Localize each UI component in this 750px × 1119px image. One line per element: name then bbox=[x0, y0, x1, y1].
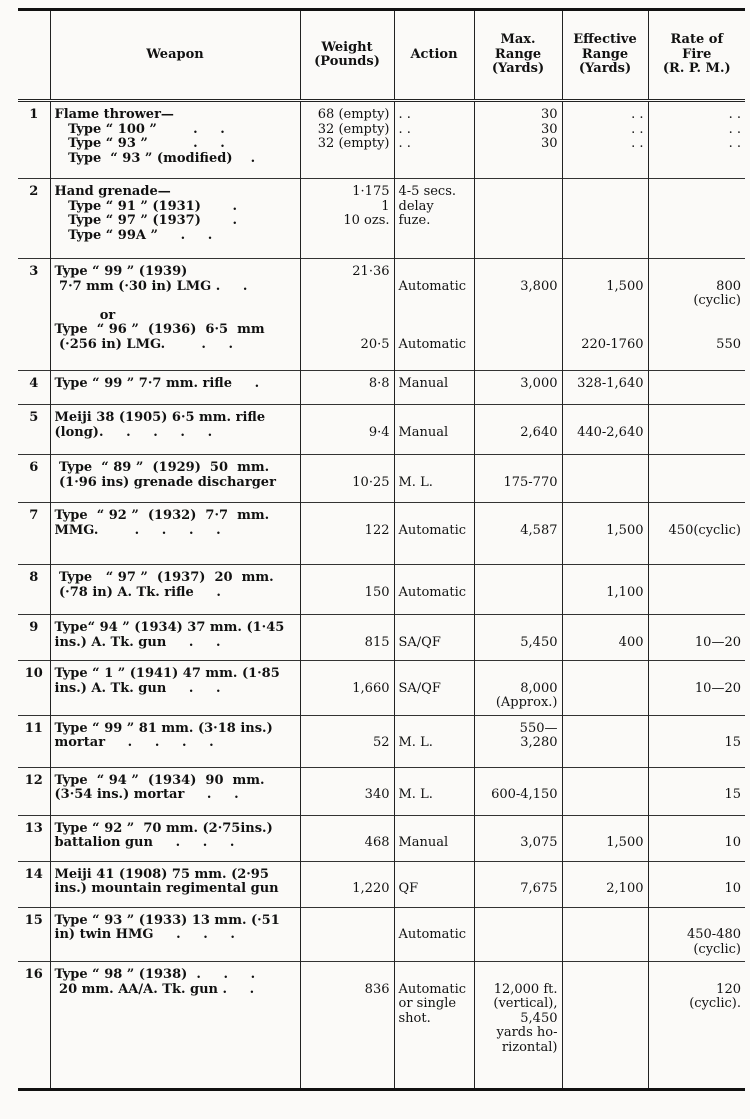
table-row bbox=[18, 615, 745, 661]
rate-of-fire-cell bbox=[648, 179, 745, 259]
max-range-cell: 30 30 30 bbox=[474, 101, 562, 179]
action-cell: M. L. bbox=[394, 767, 474, 815]
max-range-cell: 175-770 bbox=[474, 455, 562, 503]
effective-range-cell: 1,500 bbox=[562, 815, 648, 861]
row-number: 16 bbox=[24, 967, 43, 982]
weight-cell: 1,660 bbox=[300, 661, 394, 716]
row-number: 15 bbox=[24, 912, 43, 928]
table-row bbox=[18, 715, 745, 767]
effective-range-cell bbox=[562, 962, 648, 1090]
weapons-table bbox=[18, 8, 745, 1091]
effective-range-cell: 440-2,640 bbox=[562, 405, 648, 455]
rate-of-fire-cell: . . . . . . bbox=[648, 101, 745, 179]
header-max-range: Max. Range (Yards) bbox=[474, 10, 562, 101]
row-number: 3 bbox=[29, 264, 39, 279]
weight-cell: 1·175 1 10 ozs. bbox=[300, 179, 394, 259]
table-row bbox=[18, 503, 745, 565]
row-number: 6 bbox=[29, 460, 39, 475]
weight-cell: 8·8 bbox=[300, 371, 394, 405]
max-range-cell: 3,075 bbox=[474, 815, 562, 861]
table-row bbox=[18, 907, 745, 962]
effective-range-cell bbox=[562, 179, 648, 259]
weapon-cell: Meiji 38 (1905) 6·5 mm. rifle (long). . . . . bbox=[50, 405, 300, 455]
weapon-cell: Type “ 92 ” (1932) 7·7 mm. MMG. . . . . bbox=[50, 503, 300, 565]
effective-range-cell: 1,500 bbox=[562, 503, 648, 565]
row-number: 14 bbox=[24, 866, 43, 882]
row-number: 2 bbox=[29, 184, 39, 199]
rate-of-fire-cell: 15 bbox=[648, 767, 745, 815]
table-row bbox=[18, 767, 745, 815]
header-weight: Weight (Pounds) bbox=[300, 10, 394, 101]
header-number bbox=[18, 10, 50, 101]
table-row bbox=[18, 661, 745, 716]
header-rate-of-fire: Rate of Fire (R. P. M.) bbox=[648, 10, 745, 101]
weapon-cell: Meiji 41 (1908) 75 mm. (2·95 ins.) mountain regimental gun bbox=[50, 861, 300, 907]
effective-range-cell bbox=[562, 455, 648, 503]
action-cell: QF bbox=[394, 861, 474, 907]
header-effective-range: Effective Range (Yards) bbox=[562, 10, 648, 101]
weight-cell: 52 bbox=[300, 715, 394, 767]
table-row bbox=[18, 405, 745, 455]
action-cell: 4-5 secs. delay fuze. bbox=[394, 179, 474, 259]
max-range-cell: 4,587 bbox=[474, 503, 562, 565]
weight-cell: 340 bbox=[300, 767, 394, 815]
max-range-cell: 5,450 bbox=[474, 615, 562, 661]
effective-range-cell bbox=[562, 661, 648, 716]
row-number: 12 bbox=[24, 772, 43, 788]
table-row bbox=[18, 179, 745, 259]
table-row bbox=[18, 861, 745, 907]
action-cell: Manual bbox=[394, 815, 474, 861]
table-row bbox=[18, 455, 745, 503]
table-header bbox=[18, 10, 745, 101]
rate-of-fire-cell: 10—20 bbox=[648, 615, 745, 661]
row-number: 11 bbox=[24, 720, 43, 736]
max-range-cell: 2,640 bbox=[474, 405, 562, 455]
max-range-cell: 7,675 bbox=[474, 861, 562, 907]
weight-cell: 815 bbox=[300, 615, 394, 661]
weight-cell: 122 bbox=[300, 503, 394, 565]
table-row bbox=[18, 815, 745, 861]
rate-of-fire-cell: 10 bbox=[648, 861, 745, 907]
table-body bbox=[18, 101, 745, 1090]
table-row bbox=[18, 565, 745, 615]
max-range-cell: 3,800 bbox=[474, 259, 562, 371]
effective-range-cell: 1,500 220-1760 bbox=[562, 259, 648, 371]
weapon-cell: Type “ 98 ” (1938) . . . 20 mm. AA/A. Tk. gun . . bbox=[50, 962, 300, 1090]
row-number: 10 bbox=[24, 666, 43, 681]
table-row bbox=[18, 962, 745, 1090]
action-cell: Automatic bbox=[394, 907, 474, 962]
rate-of-fire-cell bbox=[648, 565, 745, 615]
effective-range-cell: 1,100 bbox=[562, 565, 648, 615]
rate-of-fire-cell: 450-480 (cyclic) bbox=[648, 907, 745, 962]
max-range-cell: 3,000 bbox=[474, 371, 562, 405]
table-row bbox=[18, 259, 745, 371]
weapon-cell: Type “ 99 ” (1939) 7·7 mm (·30 in) LMG . . or Type “ 96 ” (1936) 6·5 mm (·256 in) LMG. . . bbox=[50, 259, 300, 371]
weapon-cell: Hand grenade— Type “ 91 ” (1931) . Type “ 97 ” (1937) . Type “ 99A ” . . bbox=[50, 179, 300, 259]
weapon-cell: Type “ 1 ” (1941) 47 mm. (1·85 ins.) A. Tk. gun . . bbox=[50, 661, 300, 716]
max-range-cell: 550— 3,280 bbox=[474, 715, 562, 767]
rate-of-fire-cell: 120 (cyclic). bbox=[648, 962, 745, 1090]
weight-cell: 9·4 bbox=[300, 405, 394, 455]
weapon-cell: Type “ 99 ” 81 mm. (3·18 ins.) mortar . . . . bbox=[50, 715, 300, 767]
weapon-cell: Type “ 94 ” (1934) 90 mm. (3·54 ins.) mortar . . bbox=[50, 767, 300, 815]
action-cell: Manual bbox=[394, 371, 474, 405]
weight-cell: 468 bbox=[300, 815, 394, 861]
weapon-cell: Type “ 99 ” 7·7 mm. rifle . bbox=[50, 371, 300, 405]
weight-cell bbox=[300, 907, 394, 962]
action-cell: Automatic bbox=[394, 503, 474, 565]
rate-of-fire-cell: 450(cyclic) bbox=[648, 503, 745, 565]
weight-cell: 836 bbox=[300, 962, 394, 1090]
max-range-cell: 8,000 (Approx.) bbox=[474, 661, 562, 716]
max-range-cell bbox=[474, 565, 562, 615]
action-cell: Manual bbox=[394, 405, 474, 455]
action-cell: Automatic Automatic bbox=[394, 259, 474, 371]
action-cell: Automatic bbox=[394, 565, 474, 615]
max-range-cell: 600-4,150 bbox=[474, 767, 562, 815]
rate-of-fire-cell: 10 bbox=[648, 815, 745, 861]
max-range-cell bbox=[474, 907, 562, 962]
weapon-cell: Type “ 93 ” (1933) 13 mm. (·51 in) twin HMG . . . bbox=[50, 907, 300, 962]
weapon-cell: Type “ 97 ” (1937) 20 mm. (·78 in) A. Tk. rifle . bbox=[50, 565, 300, 615]
action-cell: M. L. bbox=[394, 715, 474, 767]
row-number: 4 bbox=[29, 376, 39, 391]
weight-cell: 68 (empty) 32 (empty) 32 (empty) bbox=[300, 101, 394, 179]
row-number: 13 bbox=[24, 820, 43, 836]
effective-range-cell bbox=[562, 767, 648, 815]
row-number: 8 bbox=[29, 570, 39, 585]
weapon-cell: Type “ 92 ” 70 mm. (2·75ins.) battalion gun . . . bbox=[50, 815, 300, 861]
row-number: 7 bbox=[29, 508, 39, 523]
action-cell: SA/QF bbox=[394, 615, 474, 661]
weapon-cell: Type “ 89 ” (1929) 50 mm. (1·96 ins) grenade discharger bbox=[50, 455, 300, 503]
row-number: 5 bbox=[29, 410, 39, 425]
weight-cell: 1,220 bbox=[300, 861, 394, 907]
rate-of-fire-cell bbox=[648, 405, 745, 455]
weight-cell: 150 bbox=[300, 565, 394, 615]
max-range-cell: 12,000 ft. (vertical), 5,450 yards ho- rizontal) bbox=[474, 962, 562, 1090]
effective-range-cell bbox=[562, 907, 648, 962]
max-range-cell bbox=[474, 179, 562, 259]
action-cell: M. L. bbox=[394, 455, 474, 503]
rate-of-fire-cell: 800 (cyclic) 550 bbox=[648, 259, 745, 371]
rate-of-fire-cell: 15 bbox=[648, 715, 745, 767]
rate-of-fire-cell: 10—20 bbox=[648, 661, 745, 716]
weight-cell: 10·25 bbox=[300, 455, 394, 503]
table-row bbox=[18, 371, 745, 405]
effective-range-cell: . . . . . . bbox=[562, 101, 648, 179]
row-number: 1 bbox=[29, 107, 39, 122]
rate-of-fire-cell bbox=[648, 371, 745, 405]
action-cell: SA/QF bbox=[394, 661, 474, 716]
weight-cell: 21·36 20·5 bbox=[300, 259, 394, 371]
effective-range-cell bbox=[562, 715, 648, 767]
action-cell: Automatic or single shot. bbox=[394, 962, 474, 1090]
action-cell: . . . . . . bbox=[394, 101, 474, 179]
weapon-cell: Flame thrower— Type “ 100 ” . . Type “ 93 ” . . Type “ 93 ” (modified) . bbox=[50, 101, 300, 179]
header-action: Action bbox=[394, 10, 474, 101]
weapon-cell: Type“ 94 ” (1934) 37 mm. (1·45 ins.) A. Tk. gun . . bbox=[50, 615, 300, 661]
row-number: 9 bbox=[29, 620, 39, 635]
effective-range-cell: 328-1,640 bbox=[562, 371, 648, 405]
table-row bbox=[18, 101, 745, 179]
effective-range-cell: 2,100 bbox=[562, 861, 648, 907]
effective-range-cell: 400 bbox=[562, 615, 648, 661]
header-weapon: Weapon bbox=[50, 10, 300, 101]
rate-of-fire-cell bbox=[648, 455, 745, 503]
